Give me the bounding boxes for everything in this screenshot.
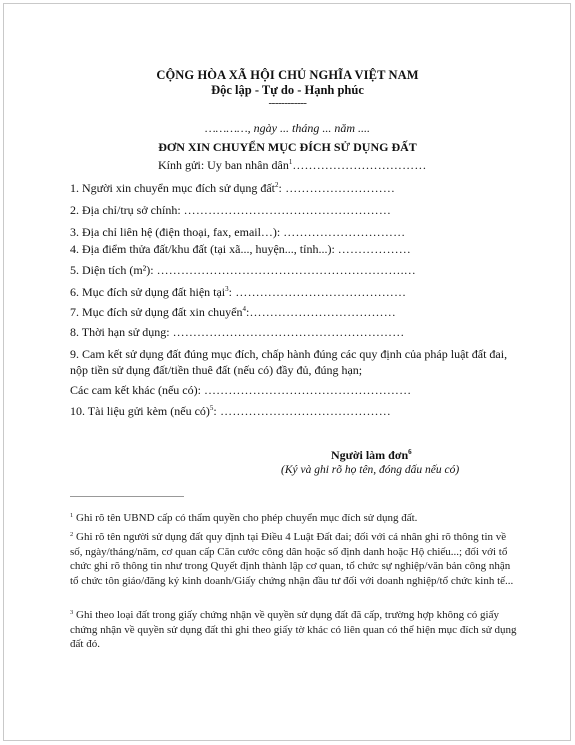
field-label: Các cam kết khác (nếu có): xyxy=(70,383,204,397)
field-label: 10. Tài liệu gửi kèm (nếu có) xyxy=(70,404,210,418)
footnote-3 xyxy=(70,608,520,652)
title-separator: ------------ xyxy=(268,97,307,109)
field-blank[interactable]: : ……………………… xyxy=(278,181,396,195)
footnote-ref: 3 xyxy=(225,285,229,293)
field-location xyxy=(70,242,411,257)
footnote-number: 3 xyxy=(70,609,74,616)
footnote-ref: 5 xyxy=(209,404,214,412)
field-blank[interactable]: …………………………………………… xyxy=(183,203,392,217)
field-address xyxy=(70,203,391,218)
field-area xyxy=(70,263,416,278)
field-attachments xyxy=(70,404,391,419)
footnote-1 xyxy=(70,511,520,526)
field-current-use xyxy=(70,285,406,300)
recipient-label: Kính gửi: Uy ban nhân dân xyxy=(158,158,289,172)
national-motto: Độc lập - Tự do - Hạnh phúc xyxy=(211,83,364,97)
field-blank[interactable]: ……………… xyxy=(337,242,411,256)
field-other-commitments xyxy=(70,383,411,398)
field-label: 8. Thời hạn sử dụng: xyxy=(70,325,173,339)
footnote-ref: 2 xyxy=(275,181,279,189)
field-requested-use xyxy=(70,305,396,320)
field-blank[interactable]: : …………………………………… xyxy=(213,404,391,418)
national-title: CỘNG HÒA XÃ HỘI CHỦ NGHĨA VIỆT NAM xyxy=(156,68,419,82)
signer-label: Người làm đơn xyxy=(331,448,409,462)
field-applicant xyxy=(70,181,395,196)
footnote-ref: 4 xyxy=(242,305,246,313)
date-line: …………, ngày ... tháng ... năm .... xyxy=(204,121,370,135)
recipient-blank[interactable]: …………………………… xyxy=(292,158,427,172)
field-label: 3. Địa chỉ liên hệ (điện thoại, fax, email…): xyxy=(70,225,284,239)
footnote-number: 2 xyxy=(70,531,74,538)
signature-instruction: (Ký và ghi rõ họ tên, đóng dấu nếu có) xyxy=(281,464,460,476)
field-label: 4. Địa điểm thửa đất/khu đất (tại xã..., huyện..., tỉnh...): xyxy=(70,242,338,256)
footnote-ref: 1 xyxy=(288,158,293,166)
footnote-text: Ghi rõ tên UBND cấp có thẩm quyền cho phép chuyển mục đích sử dụng đất. xyxy=(73,512,418,524)
field-blank[interactable]: ………………………… xyxy=(283,225,406,239)
recipient-line xyxy=(158,158,427,173)
field-contact xyxy=(70,225,405,240)
footnote-text: Ghi rõ tên người sử dụng đất quy định tại Điều 4 Luật Đất đai; đối với cá nhân ghi rõ thông tin về số, ngày/tháng/năm, cơ quan cấp Căn cước công dân hoặc số định danh hoặc Hộ chiếu...; đối với tổ chức ghi rõ thông tin như trong Quyết định thành lập cơ quan, tổ chức sự nghiệp/văn bản công nhận tổ chức tôn giáo/đăng ký kinh doanh/Giấy chứng nhận đầu tư đối với doanh nghiệp/tổ chức kinh tế... xyxy=(70,531,514,587)
field-label: 1. Người xin chuyển mục đích sử dụng đất xyxy=(70,181,275,195)
field-label: 2. Địa chỉ/trụ sở chính: xyxy=(70,203,184,217)
field-label: 6. Mục đích sử dụng đất hiện tại xyxy=(70,285,226,299)
footnote-text: Ghi theo loại đất trong giấy chứng nhận về quyền sử dụng đất đã cấp, trường hợp không có giấy chứng nhận về quyền sử dụng đất thì ghi theo giấy tờ khác có liên quan có thể hiện mục đích sử dụng đất đó. xyxy=(70,609,517,650)
footnote-separator xyxy=(70,496,184,497)
field-label: 7. Mục đích sử dụng đất xin chuyển xyxy=(70,305,243,319)
commitment-paragraph: 9. Cam kết sử dụng đất đúng mục đích, chấp hành đúng các quy định của pháp luật đất đai, nộp tiền sử dụng đất/tiền thuê đất (nếu có) đầy đủ, đúng hạn; xyxy=(70,347,508,377)
field-blank[interactable]: :……………………………… xyxy=(245,305,396,319)
footnote-ref: 6 xyxy=(408,448,412,456)
signer-heading xyxy=(331,448,412,463)
field-blank[interactable]: …………………………………………… xyxy=(203,383,412,397)
field-label: 5. Diện tích (m²): xyxy=(70,263,157,277)
field-blank[interactable]: : …………………………………… xyxy=(228,285,407,299)
footnote-number: 1 xyxy=(70,512,74,519)
document-title: ĐƠN XIN CHUYỂN MỤC ĐÍCH SỬ DỤNG ĐẤT xyxy=(158,140,417,154)
field-blank[interactable]: ………………………………………………… xyxy=(172,325,405,339)
footnote-2 xyxy=(70,530,520,588)
field-blank[interactable]: …………………………………………………….… xyxy=(156,263,416,277)
field-duration xyxy=(70,325,404,340)
